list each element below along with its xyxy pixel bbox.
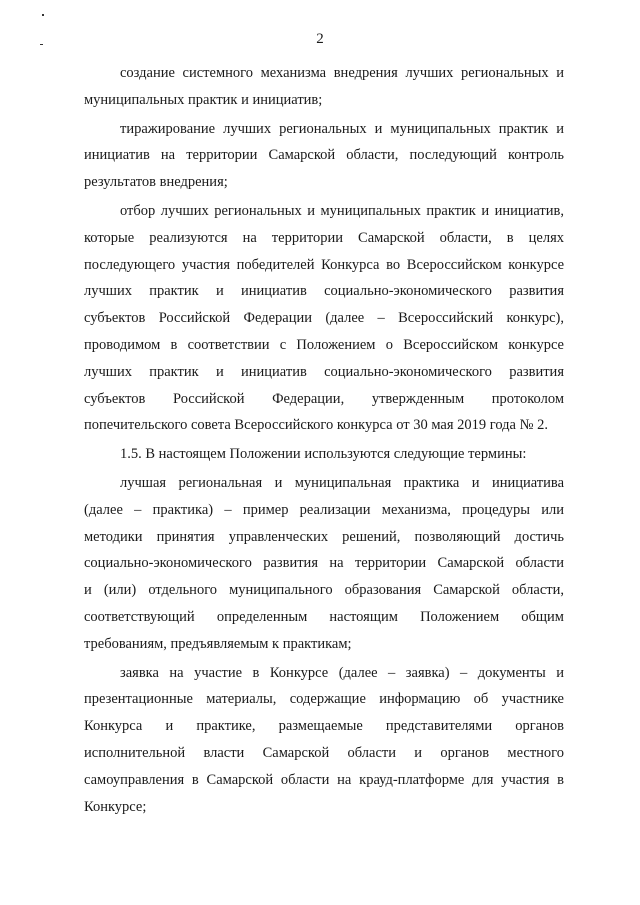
paragraph-line: отбор лучших региональных и муниципальных практик и инициатив, — [120, 202, 564, 219]
paragraph-line: субъектов Российской Федерации, утвержденным протоколом — [84, 390, 564, 407]
paragraph-line: и (или) отдельного муниципального образования Самарской области, — [84, 582, 564, 599]
paragraph-line: создание системного механизма внедрения лучших региональных и — [120, 65, 564, 81]
paragraph-line: требованиям, предъявляемым к практикам; — [84, 635, 352, 652]
paragraph — [84, 116, 564, 196]
paragraph-line: которые реализуются на территории Самарской области, в целях — [84, 229, 564, 246]
paragraph-line: самоуправления в Самарской области на крауд-платформе для участия в — [84, 771, 564, 788]
paragraph-line: методики принятия управленческих решений, позволяющий достичь — [84, 528, 564, 545]
paragraph — [84, 60, 564, 114]
document-body — [84, 60, 564, 822]
paragraph-line: муниципальных практик и инициатив; — [84, 91, 323, 108]
paragraph-line: 1.5. В настоящем Положении используются следующие термины: — [120, 446, 527, 463]
paragraph — [84, 470, 564, 658]
paragraph-line: лучших практик и инициатив социально-экономического развития — [84, 363, 564, 380]
paragraph-line: Конкурсе; — [84, 798, 147, 815]
paragraph-line: субъектов Российской Федерации (далее – Всероссийский конкурс), — [84, 310, 564, 327]
paragraph-line: результатов внедрения; — [84, 174, 228, 191]
paragraph-line: последующего участия победителей Конкурса во Всероссийском конкурсе — [84, 256, 564, 273]
paragraph-line: (далее – практика) – пример реализации механизма, процедуры или — [84, 501, 564, 518]
paragraph-line: проводимом в соответствии с Положением о Всероссийском конкурсе — [84, 336, 564, 353]
paragraph-line: презентационные материалы, содержащие информацию об участнике — [84, 691, 564, 708]
scan-speck — [42, 14, 44, 16]
paragraph — [84, 441, 564, 468]
paragraph-line: тиражирование лучших региональных и муниципальных практик и — [120, 120, 564, 137]
paragraph — [84, 198, 564, 439]
paragraph-line: инициатив на территории Самарской области, последующий контроль — [84, 147, 564, 164]
paragraph-line: лучших практик и инициатив социально-экономического развития — [84, 283, 564, 300]
page-number: 2 — [316, 31, 324, 47]
paragraph-line: Конкурса и практике, размещаемые представителями органов — [84, 718, 564, 735]
paragraph-line: соответствующий определенным настоящим Положением общим — [84, 608, 564, 625]
paragraph-line: попечительского совета Всероссийского конкурса от 30 мая 2019 года № 2. — [84, 417, 548, 434]
paragraph-line: лучшая региональная и муниципальная практика и инициатива — [120, 474, 564, 491]
paragraph — [84, 660, 564, 821]
paragraph-line: исполнительной власти Самарской области и органов местного — [84, 744, 564, 761]
paragraph-line: социально-экономического развития на территории Самарской области — [84, 555, 564, 572]
paragraph-line: заявка на участие в Конкурсе (далее – заявка) – документы и — [120, 664, 564, 681]
